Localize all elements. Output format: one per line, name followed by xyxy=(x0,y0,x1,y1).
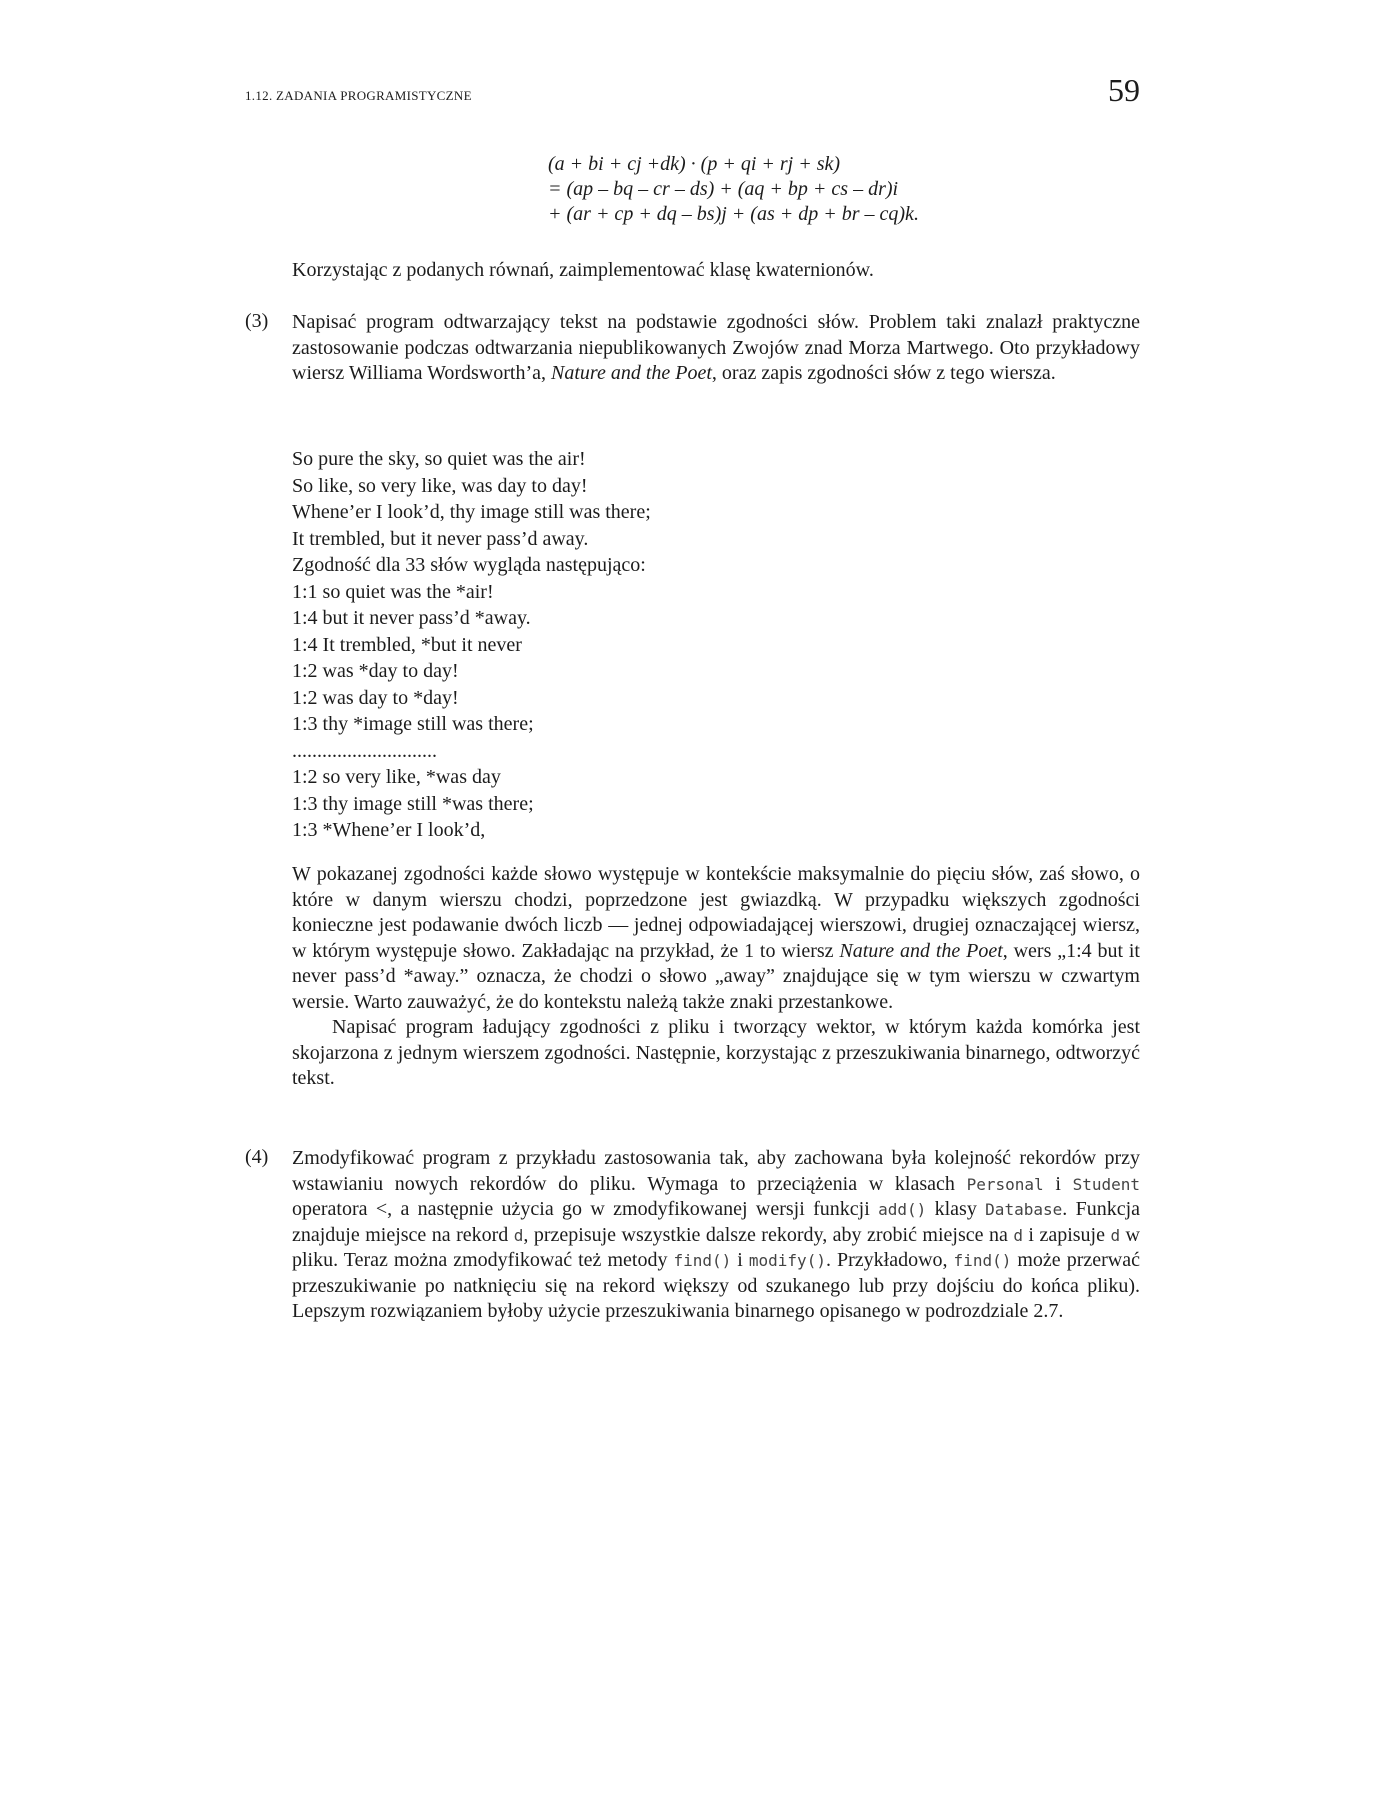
concordance-line: 1:1 so quiet was the *air! xyxy=(292,580,494,603)
poem-line: Whene’er I look’d, thy image still was there; xyxy=(292,501,651,523)
code-d: d xyxy=(1013,1225,1023,1245)
poem-line: So pure the sky, so quiet was the air! xyxy=(292,448,586,470)
formula-line: = (ap – bq – cr – ds) + (aq + bp + cs – dr)i xyxy=(548,178,899,200)
exercise-number-3: (3) xyxy=(245,310,269,332)
poem-line: It trembled, but it never pass’d away. xyxy=(292,527,589,550)
formula-line: (a + bi + cj +dk) · (p + qi + rj + sk) xyxy=(548,153,841,175)
text: i xyxy=(731,1249,749,1271)
text: Napisać program odtwarzający tekst na podstawie zgodności słów. Problem taki znalazł praktyczne zastosowanie podczas odtwarzania niepublikowanych Zwojów znad Morza Martwego. Oto przykładowy wiersz Williama Wordsworth’a, xyxy=(292,311,1140,384)
exercise-3-explanation xyxy=(292,862,1140,1092)
text: i zapisuje xyxy=(1022,1223,1111,1246)
concordance-line: 1:3 *Whene’er I look’d, xyxy=(292,819,486,841)
text: i xyxy=(1043,1172,1073,1195)
text: . Funkcja znajduje miejsce na rekord xyxy=(292,1198,1141,1246)
code-d: d xyxy=(513,1225,524,1245)
quaternion-formula xyxy=(548,152,919,227)
text: w pliku. Teraz można zmodyfikować też metody xyxy=(292,1223,1141,1271)
poem-title: Nature and the Poet xyxy=(551,362,712,384)
exercise-3-intro xyxy=(292,310,1140,387)
text: może przerwać przeszukiwanie po natknięciu się na rekord większy od szukanego lub przy dojściu do końca pliku). Lepszym rozwiązaniem byłoby użycie przeszukiwania binarnego opisanego w podrozdziale 2.7. xyxy=(292,1249,1140,1322)
formula-line: + (ar + cp + dq – bs)j + (as + dp + br – cq)k. xyxy=(548,203,919,225)
code-add: add() xyxy=(878,1200,927,1219)
concordance-line: 1:2 was day to *day! xyxy=(292,686,459,709)
concordance-line: 1:2 so very like, *was day xyxy=(292,766,501,788)
concordance-line: 1:4 It trembled, *but it never xyxy=(292,633,522,656)
code-modify: modify() xyxy=(748,1251,826,1270)
ellipsis-line: ............................. xyxy=(292,739,437,762)
text: Zmodyfikować program z przykładu zastosowania tak, aby zachowana była kolejność rekordów przy wstawianiu nowych rekordów do pliku. Wymaga to przeciążenia w klasach xyxy=(292,1147,1140,1195)
code-find: find() xyxy=(953,1251,1012,1270)
text: operatora <, a następnie użycia go w zmodyfikowanej wersji funkcji xyxy=(292,1198,879,1220)
code-d: d xyxy=(1110,1225,1121,1245)
concordance-heading: Zgodność dla 33 słów wygląda następująco: xyxy=(292,554,646,576)
text: , przepisuje wszystkie dalsze rekordy, aby zrobić miejsce na xyxy=(523,1223,1014,1246)
exercise-number-4: (4) xyxy=(245,1146,269,1168)
text: . Przykładowo, xyxy=(825,1249,954,1271)
concordance-line: 1:2 was *day to day! xyxy=(292,660,459,682)
concordance-line: 1:4 but it never pass’d *away. xyxy=(292,607,531,629)
code-database: Database xyxy=(985,1200,1063,1219)
exercise-4-paragraph xyxy=(292,1146,1140,1325)
text: W pokazanej zgodności każde słowo występuje w kontekście maksymalnie do pięciu słów, zaś słowo, o które w danym wierszu chodzi, poprzedzone jest gwiazdką. W przypadku większych zgodności konieczne jest podawanie dwóch liczb — jednej odpowiadającej wierszowi, drugiej oznaczającej wiersz, w którym występuje słowo. Zakładając na przykład, że 1 to wiersz xyxy=(292,863,1140,962)
text: klasy xyxy=(926,1198,986,1220)
concordance-line: 1:3 thy image still *was there; xyxy=(292,792,534,815)
exercise-3-task: Napisać program ładujący zgodności z pliku i tworzący wektor, w którym każda komórka jest skojarzona z jednym wierszem zgodności. Następnie, korzystając z przeszukiwania binarnego, odtworzyć tekst. xyxy=(292,1016,1140,1089)
poem-line: So like, so very like, was day to day! xyxy=(292,474,588,497)
page-number: 59 xyxy=(1108,72,1140,108)
quaternion-task-paragraph: Korzystając z podanych równań, zaimplementować klasę kwaternionów. xyxy=(292,259,874,281)
poem-title: Nature and the Poet xyxy=(839,939,1003,962)
poem-concordance xyxy=(292,446,651,844)
text: , oraz zapis zgodności słów z tego wiersza. xyxy=(711,362,1056,384)
concordance-line: 1:3 thy *image still was there; xyxy=(292,713,534,735)
code-student: Student xyxy=(1072,1174,1140,1194)
code-personal: Personal xyxy=(966,1174,1044,1194)
running-header: 1.12. ZADANIA PROGRAMISTYCZNE xyxy=(245,88,472,103)
code-find: find() xyxy=(673,1251,732,1270)
text: , wers „1:4 but it never pass’d *away.” oznacza, że chodzi o słowo „away” znajdujące się w tym wierszu w czwartym wersie. Warto zauważyć, że do kontekstu należą także znaki przestankowe. xyxy=(292,939,1140,1013)
